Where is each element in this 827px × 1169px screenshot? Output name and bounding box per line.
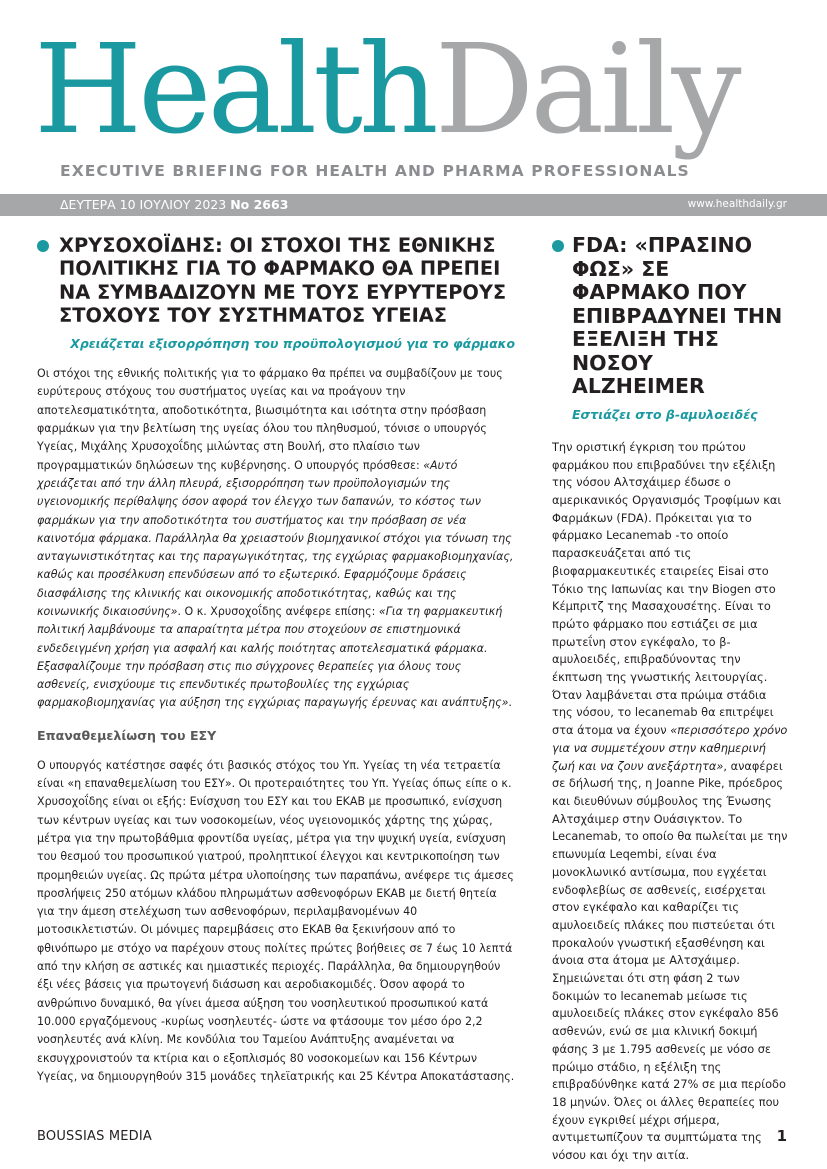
article-headline: [552, 234, 790, 399]
issue-date: ΔΕΥΤΕΡΑ 10 ΙΟΥΛΙΟΥ 2023: [60, 197, 227, 212]
paragraph-text: .: [508, 696, 512, 710]
article-paragraph: [552, 439, 790, 1165]
issue-number: Νο 2663: [230, 197, 289, 212]
headline-text: ΧΡΥΣΟΧΟΪΔΗΣ: ΟΙ ΣΤΟΧΟΙ ΤΗΣ ΕΘΝΙΚΗΣ ΠΟΛΙΤΙΚΗΣ ΓΙΑ ΤΟ ΦΑΡΜΑΚΟ ΘΑ ΠΡΕΠΕΙ ΝΑ ΣΥΜΒΑΔΙΖΟΥΝ ΜΕ ΤΟΥΣ ΕΥΡΥΤΕΡΟΥΣ ΣΤΟΧΟΥΣ ΤΟΥ ΣΥΣΤΗΜΑΤΟΣ ΥΓΕΙΑΣ: [59, 234, 507, 327]
section-heading: Επαναθεμελίωση του ΕΣΥ: [37, 727, 217, 743]
quote-text: «Για τη φαρμακευτική πολιτική λαμβάνουμε τα απαραίτητα μέτρα που στοχεύουν σε επιστημονικά ενδεδειγμένη χρήση για ασφαλή και καλής ποιότητας αποτελεσματικά φάρμακα. Εξασφαλίζουμε την πρόσβαση στις πιο σύγχρονες θεραπείες για όλους τους ασθενείς, ενισχύουμε τις επενδυτικές πρωτοβουλίες της εγχώριας φαρμακοβιομηχανίας για αύξηση της εγχώριας παραγωγής έρευνας και ανάπτυξης»: [37, 604, 509, 710]
issue-date-line: [60, 197, 288, 212]
paragraph-text: Την οριστική έγκριση του πρώτου φαρμάκου που επιβραδύνει την εξέλιξη της νόσου Αλτσχάιμερ έδωσε ο αμερικανικός Οργανισμός Τροφίμων και Φαρμάκων (FDA). Πρόκειται για το φάρμακο Lecanemab -το οποίο παρασκευάζεται από τις βιοφαρμακευτικές εταιρείες Eisai στο Τόκιο της Ιαπωνίας και την Biogen στο Κέμπριτζ της Μασαχουσέτης. Είναι το πρώτο φάρμακο που εστιάζει σε μια πρωτεΐνη στον εγκέφαλο, το β-αμυλοειδές, επιβραδύνοντας την έκπτωση της γνωστικής λειτουργίας. Όταν λαμβάνεται στα πρώιμα στάδια της νόσου, το lecanemab θα επιτρέψει στα άτομα να έχουν: [552, 439, 782, 738]
article-subhead: Εστιάζει στο β-αμυλοειδές: [572, 406, 758, 422]
article-chrysochoidis: [37, 234, 515, 1086]
article-fda-alzheimer: [552, 234, 790, 1165]
footer-publisher: BOUSSIAS MEDIA: [37, 1129, 153, 1144]
tagline: EXECUTIVE BRIEFING FOR HEALTH AND PHARMA PROFESSIONALS: [60, 162, 690, 180]
headline-text: FDA: «ΠΡΑΣΙΝΟ ΦΩΣ» ΣΕ ΦΑΡΜΑΚΟ ΠΟΥ ΕΠΙΒΡΑΔΥΝΕΙ ΤΗΝ ΕΞΕΛΙΞΗ ΤΗΣ ΝΟΣΟΥ ALZHEIMER: [572, 233, 783, 399]
quote-text: «Αυτό χρειάζεται από την άλλη πλευρά, εξισορρόπηση των προϋπολογισμών της υγειονομικής περίθαλψης όσον αφορά τον έλεγχο των δαπανών, το κόστος των φαρμάκων για την αποδοτικότητα του συστήματος και την πρόσβαση σε νέα καινοτόμα φάρμακα. Παράλληλα θα χρειαστούν βιομηχανικοί στόχοι για τόνωση της ανταγωνιστικότητας και της παραγωγικότητας, της εγχώριας φαρμακοβιομηχανίας, καθώς και προσέλκυση επενδύσεων από το εξωτερικό. Εφαρμόζουμε δράσεις διασφάλισης της κλινικής και οικονομικής αποδοτικότητας, καθώς και της κοινωνικής δικαιοσύνης»: [37, 458, 514, 618]
article-paragraph-1: [37, 365, 515, 713]
date-bar: [0, 194, 827, 216]
healthdaily-logo[interactable]: [34, 18, 738, 162]
page-number: 1: [776, 1127, 787, 1145]
paragraph-text: . Ο κ. Χρυσοχοΐδης ανέφερε επίσης:: [177, 604, 379, 618]
logo-daily: Daily: [434, 18, 738, 162]
paragraph-text: , αναφέρει σε δήλωσή της, η Joanne Pike, πρόεδρος και διευθύνων σύμβουλος της Ένωσης Αλτσχάιμερ στην Ουάσιγκτον. Το Lecanemab, το οποίο θα πωλείται με την επωνυμία Leqembi, είναι ένα μονοκλωνικό αντίσωμα, που εγχέεται ενδοφλεβίως σε ασθενείς, εισέρχεται στον εγκέφαλο και καθαρίζει τις αμυλοειδείς πλάκες που πιστεύεται ότι προκαλούν γνωστική εξασθένηση και άνοια στα άτομα με Αλτσχάιμερ. Σημειώνεται ότι στη φάση 2 των δοκιμών το lecanemab μείωσε τις αμυλοειδείς πλάκες στον εγκέφαλο 856 ασθενών, ενώ σε μια κλινική δοκιμή φάσης 3 με 1.795 ασθενείς με νόσο σε πρώιμο στάδιο, η εξέλιξη της επιβραδύνθηκε κατά 27% σε μια περίοδο 18 μηνών. Όλες οι άλλες θεραπείες που έχουν εγκριθεί μέχρι σήμερα, αντιμετωπίζουν τα συμπτώματα της νόσου και όχι την αιτία.: [552, 758, 788, 1163]
bullet-dot-icon: [37, 240, 49, 252]
paragraph-text: Οι στόχοι της εθνικής πολιτικής για το φάρμακο θα πρέπει να συμβαδίζουν με τους ευρύτερους στόχους του συστήματος υγείας και να προάγουν την αποτελεσματικότητα, αποδοτικότητα, βιωσιμότητα και ισότητα στην πρόσβαση φαρμάκων για την βελτίωση της υγείας όλου του πληθυσμού, τόνισε ο υπουργός Υγείας, Μιχάλης Χρυσοχοΐδης μιλώντας στη Βουλή, στο πλαίσιο των προγραμματικών δηλώσεων της κυβέρνησης. Ο υπουργός πρόσθεσε:: [37, 367, 503, 472]
masthead: [34, 18, 794, 188]
quote-text: «περισσότερο χρόνο για να συμμετέχουν στην καθημερινή ζωή και να ζουν ανεξάρτητα»: [552, 723, 788, 773]
article-paragraph-2: Ο υπουργός κατέστησε σαφές ότι βασικός στόχος του Υπ. Υγείας τη νέα τετραετία είναι «η επαναθεμελίωση του ΕΣΥ». Οι προτεραιότητες του Υπ. Υγείας όπως είπε ο κ. Χρυσοχοΐδης είναι οι εξής: Ενίσχυση του ΕΣΥ και του ΕΚΑΒ με προσωπικό, ενίσχυση των κέντρων υγείας και των νοσοκομείων, νέος υγειονομικός χάρτης της χώρας, μέτρα για την πρωτοβάθμια φροντίδα υγείας, μέτρα για την ψυχική υγεία, ενίσχυση του θεσμού του προσωπικού γιατρού, προληπτικοί έλεγχοι και κεντρικοποίηση των προμηθειών υγείας. Ως πρώτα μέτρα υλοποίησης των παραπάνω, ανέφερε τις άμεσες προσλήψεις 250 ατόμων κλάδου πληρωμάτων ασθενοφόρων ΕΚΑΒ με διετή θητεία για την άμεση στελέχωση των ασθενοφόρων, περιλαμβανομένων 40 μοτοσικλετιστών. Οι μόνιμες παρεμβάσεις στο ΕΚΑΒ θα ξεκινήσουν από το φθινόπωρο με στόχο να παρέχουν στους πολίτες πρώτες βοήθειες σε 7 έως 10 λεπτά από την κλήση σε αστικές και ημιαστικές περιοχές. Παράλληλα, θα δημιουργηθούν έξι νέες βάσεις για πρωτογενή διάσωση και αεροδιακομιδές. Όσον αφορά το ανθρώπινο δυναμικό, θα γίνει άμεσα αύξηση του νοσηλευτικού προσωπικού κατά 10.000 εργαζόμενους -κυρίως νοσηλευτές- ώστε να φτάσουμε τον μέσο όρο 2,2 νοσηλευτές ανά κλίνη. Με κονδύλια του Ταμείου Ανάπτυξης αναμένεται να εκσυγχρονιστούν τα κτίρια και ο εξοπλισμός 80 νοσοκομείων και 156 Κέντρων Υγείας, να δημιουργηθούν 315 μονάδες τηλεϊατρικής και 25 Κέντρα Αποκατάστασης.: [37, 758, 515, 1083]
article-headline: [37, 234, 515, 327]
website-url[interactable]: www.healthdaily.gr: [687, 198, 787, 210]
article-subhead: Χρειάζεται εξισορρόπηση του προϋπολογισμού για το φάρμακο: [70, 336, 515, 352]
bullet-dot-icon: [552, 240, 564, 252]
logo-health: Health: [34, 18, 435, 162]
